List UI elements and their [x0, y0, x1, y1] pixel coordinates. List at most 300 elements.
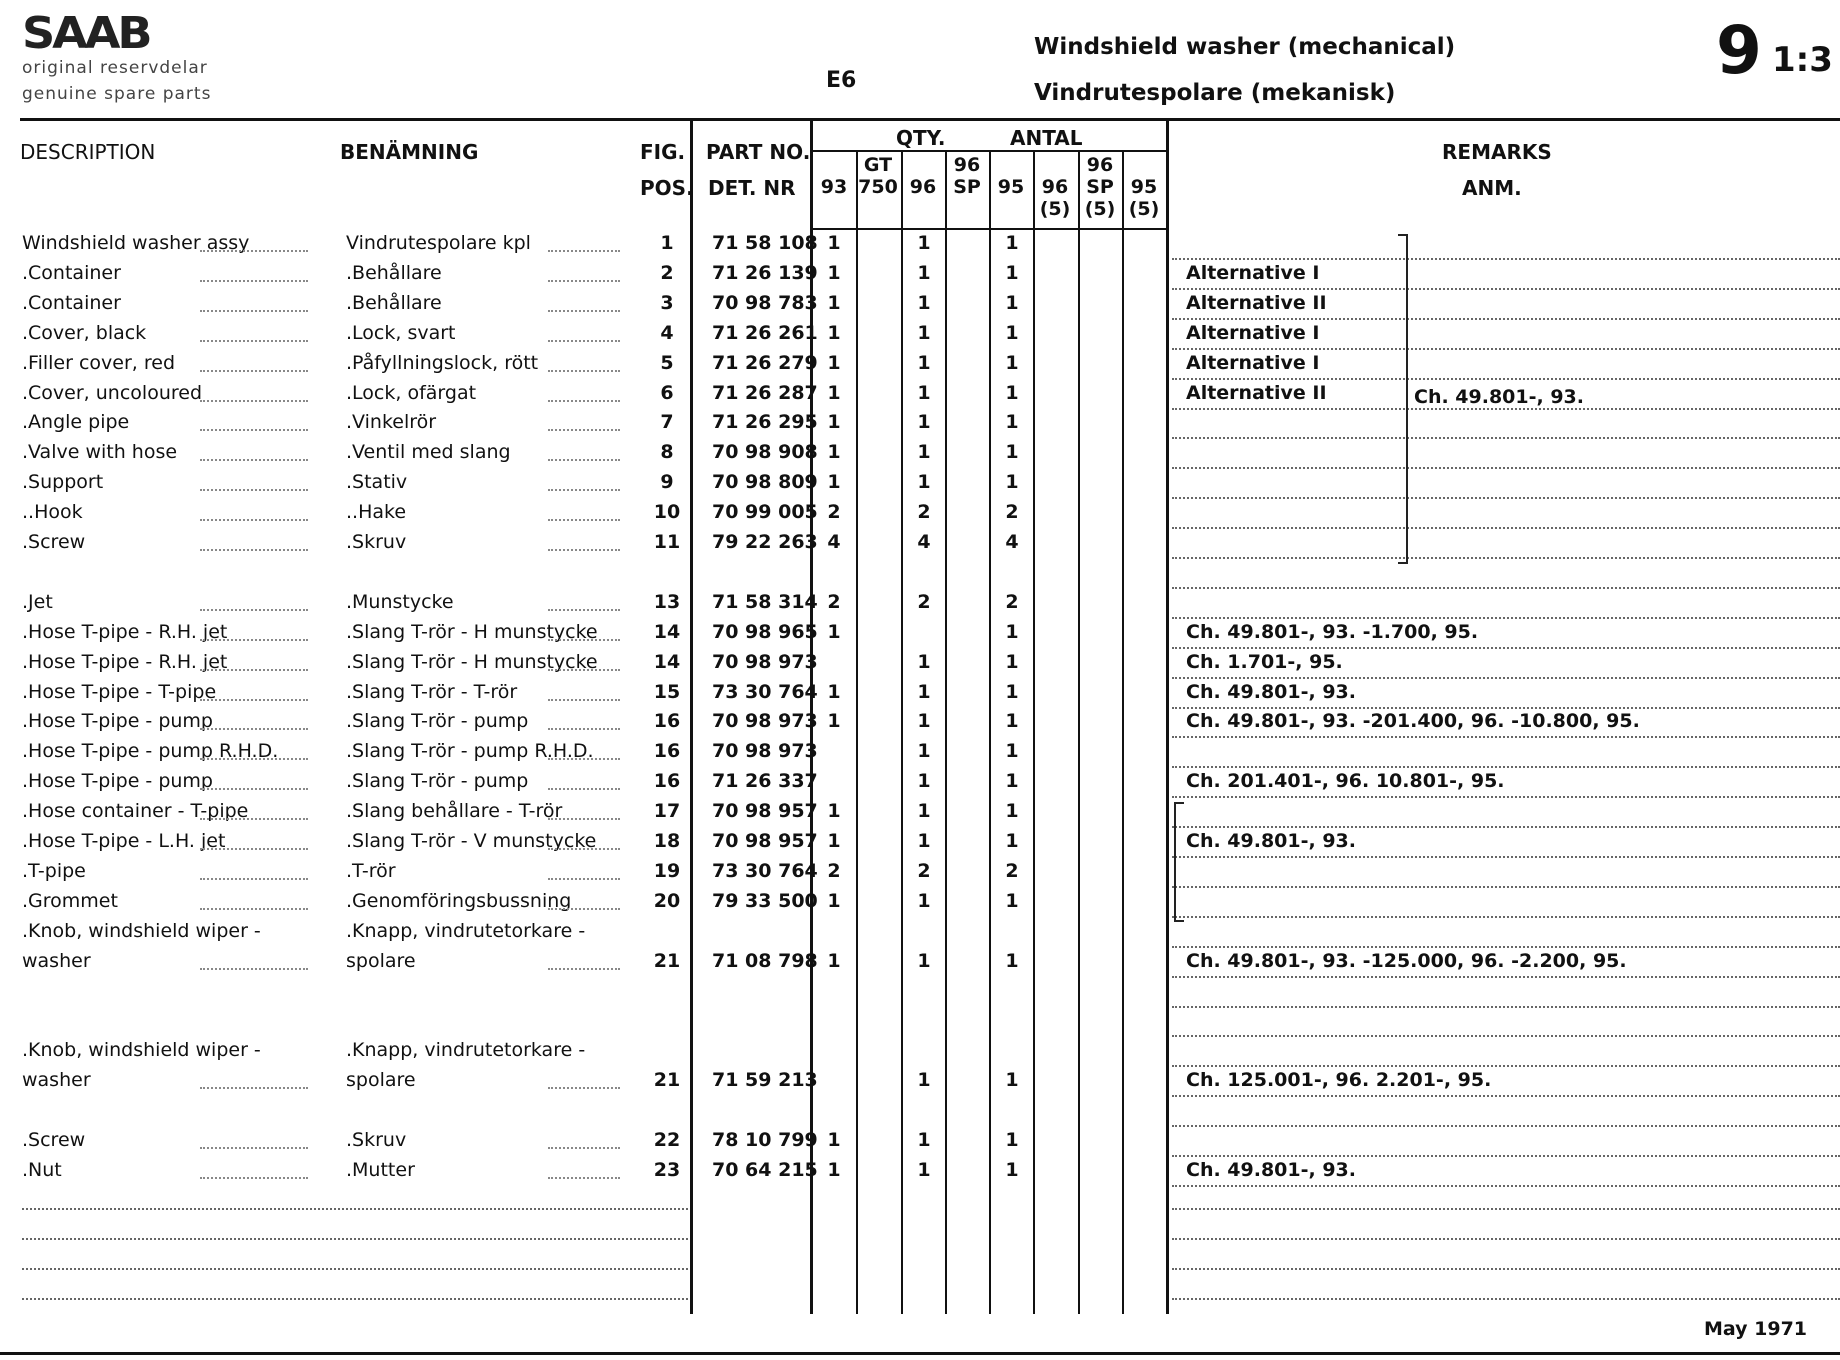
- row-benamning: spolare: [346, 1069, 416, 1091]
- header-pos: POS.: [640, 176, 694, 200]
- saab-logo: SAAB: [22, 8, 150, 59]
- row-remark: Ch. 49.801-, 93. -201.400, 96. -10.800, 95.: [1186, 710, 1640, 732]
- remark-rule: [1172, 437, 1840, 439]
- qty-93: 1: [827, 382, 841, 404]
- row-pos: 10: [653, 501, 681, 523]
- qty-95: 1: [1005, 800, 1019, 822]
- model-header-top: [812, 154, 856, 176]
- leader-dots: [200, 1087, 308, 1089]
- row-benamning: .Munstycke: [346, 591, 454, 613]
- row-description: .Hose T-pipe - pump R.H.D.: [22, 740, 279, 762]
- group-code: E6: [826, 68, 857, 93]
- row-benamning: .T-rör: [346, 860, 396, 882]
- remark-rule: [1172, 736, 1840, 738]
- leader-dots: [548, 968, 620, 970]
- model-header: [1078, 154, 1122, 220]
- qty-95: 1: [1005, 890, 1019, 912]
- row-benamning: .Slang behållare - T-rör: [346, 800, 563, 822]
- qty-93: 1: [827, 232, 841, 254]
- qty-95: 1: [1005, 471, 1019, 493]
- row-remark: Alternative II: [1186, 382, 1327, 404]
- qty-93: 1: [827, 621, 841, 643]
- row-pos: 21: [653, 1069, 681, 1091]
- row-remark: Ch. 49.801-, 93.: [1186, 1159, 1356, 1181]
- leader-dots: [200, 250, 308, 252]
- row-part-number: 73 30 764: [712, 681, 818, 703]
- qty-96: 2: [917, 860, 931, 882]
- title-english: Windshield washer (mechanical): [1034, 34, 1456, 60]
- remark-rule: [1172, 886, 1840, 888]
- qty-95: 1: [1005, 262, 1019, 284]
- qty-93: 2: [827, 501, 841, 523]
- row-benamning: .Slang T-rör - V munstycke: [346, 830, 597, 852]
- row-description: Windshield washer assy: [22, 232, 250, 254]
- leader-dots: [548, 878, 620, 880]
- header-det-nr: DET. NR: [708, 176, 796, 200]
- leader-dots: [200, 519, 308, 521]
- row-remark: Ch. 49.801-, 93.: [1186, 830, 1356, 852]
- row-description: .Hose T-pipe - T-pipe: [22, 681, 217, 703]
- page-subnumber: 1:3: [1772, 40, 1833, 80]
- leader-dots: [200, 908, 308, 910]
- leader-dots: [548, 459, 620, 461]
- model-header-bottom: 96: [1041, 176, 1069, 198]
- model-header-bottom: 750: [858, 176, 898, 198]
- row-part-number: 79 22 263: [712, 531, 818, 553]
- qty-96: 1: [917, 471, 931, 493]
- col-divider-part: [690, 120, 693, 1314]
- model-header-top: [1033, 154, 1077, 176]
- blank-rule: [1172, 1238, 1840, 1240]
- remark-rule: [1172, 1006, 1840, 1008]
- remark-rule: [1172, 497, 1840, 499]
- row-part-number: 70 98 957: [712, 830, 818, 852]
- row-pos: 11: [653, 531, 681, 553]
- title-swedish: Vindrutespolare (mekanisk): [1034, 80, 1396, 106]
- leader-dots: [200, 788, 308, 790]
- brace-remark-alternatives: Ch. 49.801-, 93.: [1414, 386, 1584, 408]
- row-description: .Hose container - T-pipe: [22, 800, 249, 822]
- qty-95: 1: [1005, 232, 1019, 254]
- model-header-sub: [945, 198, 989, 220]
- qty-col-divider: [989, 150, 991, 1314]
- qty-93: 1: [827, 800, 841, 822]
- row-benamning: .Lock, ofärgat: [346, 382, 477, 404]
- leader-dots: [548, 848, 620, 850]
- leader-dots: [200, 699, 308, 701]
- row-remark: Ch. 125.001-, 96. 2.201-, 95.: [1186, 1069, 1492, 1091]
- model-header: [812, 154, 856, 220]
- remark-rule: [1172, 796, 1840, 798]
- row-description: .Support: [22, 471, 104, 493]
- row-part-number: 71 26 337: [712, 770, 818, 792]
- qty-95: 1: [1005, 830, 1019, 852]
- row-description: .Filler cover, red: [22, 352, 176, 374]
- row-benamning: .Behållare: [346, 292, 442, 314]
- row-description: .Screw: [22, 531, 86, 553]
- row-pos: 16: [653, 710, 681, 732]
- model-header-sub: [812, 198, 856, 220]
- row-part-number: 71 26 279: [712, 352, 818, 374]
- remark-rule: [1172, 946, 1840, 948]
- leader-dots: [548, 609, 620, 611]
- row-benamning: .Behållare: [346, 262, 442, 284]
- leader-dots: [200, 818, 308, 820]
- row-benamning: .Slang T-rör - pump R.H.D.: [346, 740, 594, 762]
- qty-95: 1: [1005, 621, 1019, 643]
- leader-dots: [200, 728, 308, 730]
- model-header-top: 96: [953, 154, 981, 176]
- qty-93: 1: [827, 950, 841, 972]
- model-header-sub: (5): [1039, 198, 1071, 220]
- qty-95: 1: [1005, 1159, 1019, 1181]
- qty-93: 1: [827, 292, 841, 314]
- qty-93: 4: [827, 531, 841, 553]
- row-remark: Ch. 49.801-, 93. -1.700, 95.: [1186, 621, 1479, 643]
- row-remark: Alternative I: [1186, 322, 1320, 344]
- header-rule: [20, 118, 1840, 121]
- qty-96: 2: [917, 591, 931, 613]
- remark-rule: [1172, 826, 1840, 828]
- qty-96: 1: [917, 950, 931, 972]
- row-pos: 14: [653, 621, 681, 643]
- row-pos: 23: [653, 1159, 681, 1181]
- leader-dots: [548, 639, 620, 641]
- row-description: .Cover, black: [22, 322, 147, 344]
- model-header-top: 96: [1086, 154, 1114, 176]
- qty-96: 1: [917, 830, 931, 852]
- remark-rule: [1172, 856, 1840, 858]
- row-description: .Cover, uncoloured: [22, 382, 202, 404]
- leader-dots: [200, 340, 308, 342]
- row-part-number: 70 98 783: [712, 292, 818, 314]
- row-part-number: 79 33 500: [712, 890, 818, 912]
- row-remark: Ch. 201.401-, 96. 10.801-, 95.: [1186, 770, 1505, 792]
- qty-95: 1: [1005, 770, 1019, 792]
- row-part-number: 71 26 139: [712, 262, 818, 284]
- blank-rule: [22, 1268, 688, 1270]
- row-benamning: .Mutter: [346, 1159, 415, 1181]
- qty-93: 2: [827, 860, 841, 882]
- model-header-top: GT: [863, 154, 893, 176]
- leader-dots: [200, 459, 308, 461]
- row-description: .Hose T-pipe - L.H. jet: [22, 830, 226, 852]
- model-header-sub: [901, 198, 945, 220]
- leader-dots: [548, 549, 620, 551]
- qty-96: 1: [917, 262, 931, 284]
- row-benamning: .Vinkelrör: [346, 411, 437, 433]
- leader-dots: [200, 609, 308, 611]
- row-description: .Grommet: [22, 890, 118, 912]
- qty-95: 1: [1005, 292, 1019, 314]
- row-pos: 2: [660, 262, 674, 284]
- model-header-sub: (5): [1084, 198, 1116, 220]
- qty-93: 1: [827, 830, 841, 852]
- row-pos: 9: [660, 471, 674, 493]
- qty-95: 1: [1005, 740, 1019, 762]
- row-benamning: spolare: [346, 950, 416, 972]
- leader-dots: [548, 310, 620, 312]
- row-description: .Knob, windshield wiper -: [22, 920, 261, 942]
- row-part-number: 71 26 295: [712, 411, 818, 433]
- row-pos: 1: [660, 232, 674, 254]
- row-pos: 17: [653, 800, 681, 822]
- leader-dots: [548, 489, 620, 491]
- row-remark: Ch. 1.701-, 95.: [1186, 651, 1343, 673]
- qty-93: 2: [827, 591, 841, 613]
- row-benamning: .Slang T-rör - pump: [346, 710, 529, 732]
- row-benamning: .Lock, svart: [346, 322, 456, 344]
- leader-dots: [200, 878, 308, 880]
- remark-rule: [1172, 707, 1840, 709]
- qty-95: 1: [1005, 441, 1019, 463]
- leader-dots: [548, 429, 620, 431]
- row-remark: Ch. 49.801-, 93. -125.000, 96. -2.200, 95.: [1186, 950, 1627, 972]
- row-description: .Hose T-pipe - R.H. jet: [22, 621, 228, 643]
- row-part-number: 71 26 261: [712, 322, 818, 344]
- qty-96: 1: [917, 1129, 931, 1151]
- row-description: .Container: [22, 292, 121, 314]
- row-benamning: .Påfyllningslock, rött: [346, 352, 539, 374]
- qty-col-divider: [856, 150, 858, 1314]
- leader-dots: [200, 310, 308, 312]
- model-header-top: [901, 154, 945, 176]
- remark-rule: [1172, 378, 1840, 380]
- leader-dots: [200, 848, 308, 850]
- remark-rule: [1172, 1185, 1840, 1187]
- model-header: [856, 154, 900, 220]
- row-benamning: .Knapp, vindrutetorkare -: [346, 920, 586, 942]
- leader-dots: [548, 818, 620, 820]
- page-number: 9: [1716, 12, 1762, 89]
- row-description: ..Hook: [22, 501, 83, 523]
- row-benamning: .Ventil med slang: [346, 441, 511, 463]
- footer-date: May 1971: [1704, 1318, 1808, 1340]
- model-header-bottom: 96: [909, 176, 937, 198]
- row-benamning: .Knapp, vindrutetorkare -: [346, 1039, 586, 1061]
- row-part-number: 70 98 965: [712, 621, 818, 643]
- row-pos: 4: [660, 322, 674, 344]
- header-description: DESCRIPTION: [20, 140, 156, 164]
- row-description: .Hose T-pipe - R.H. jet: [22, 651, 228, 673]
- leader-dots: [200, 400, 308, 402]
- header-anm: ANM.: [1462, 176, 1522, 200]
- qty-93: 1: [827, 1129, 841, 1151]
- blank-rule: [1172, 1268, 1840, 1270]
- remark-rule: [1172, 527, 1840, 529]
- remark-rule: [1172, 587, 1840, 589]
- row-remark: Alternative II: [1186, 292, 1327, 314]
- qty-col-divider: [901, 150, 903, 1314]
- qty-96: 1: [917, 382, 931, 404]
- leader-dots: [548, 370, 620, 372]
- row-pos: 14: [653, 651, 681, 673]
- qty-95: 1: [1005, 1069, 1019, 1091]
- remark-rule: [1172, 288, 1840, 290]
- row-description: washer: [22, 1069, 91, 1091]
- remark-rule: [1172, 766, 1840, 768]
- qty-95: 1: [1005, 950, 1019, 972]
- qty-95: 1: [1005, 382, 1019, 404]
- remark-rule: [1172, 1155, 1840, 1157]
- leader-dots: [548, 669, 620, 671]
- row-pos: 16: [653, 770, 681, 792]
- leader-dots: [548, 280, 620, 282]
- qty-95: 1: [1005, 681, 1019, 703]
- row-description: .Screw: [22, 1129, 86, 1151]
- model-header-sub: [989, 198, 1033, 220]
- leader-dots: [200, 549, 308, 551]
- qty-96: 4: [917, 531, 931, 553]
- qty-col-divider: [945, 150, 947, 1314]
- row-remark: Alternative I: [1186, 352, 1320, 374]
- model-header: [1122, 154, 1166, 220]
- blank-rule: [22, 1208, 688, 1210]
- qty-96: 1: [917, 651, 931, 673]
- row-description: .Jet: [22, 591, 53, 613]
- brace-hoses: [1174, 802, 1184, 922]
- remark-rule: [1172, 1035, 1840, 1037]
- qty-95: 2: [1005, 591, 1019, 613]
- leader-dots: [200, 968, 308, 970]
- leader-dots: [548, 250, 620, 252]
- row-description: .Knob, windshield wiper -: [22, 1039, 261, 1061]
- row-part-number: 73 30 764: [712, 860, 818, 882]
- leader-dots: [548, 340, 620, 342]
- row-pos: 5: [660, 352, 674, 374]
- remark-rule: [1172, 408, 1840, 410]
- qty-96: 1: [917, 352, 931, 374]
- row-benamning: .Slang T-rör - H munstycke: [346, 651, 598, 673]
- qty-93: 1: [827, 322, 841, 344]
- row-description: .Valve with hose: [22, 441, 178, 463]
- header-antal: ANTAL: [1010, 126, 1083, 150]
- qty-96: 1: [917, 800, 931, 822]
- row-part-number: 70 98 809: [712, 471, 818, 493]
- row-pos: 6: [660, 382, 674, 404]
- qty-96: 1: [917, 1069, 931, 1091]
- blank-rule: [22, 1298, 688, 1300]
- leader-dots: [548, 758, 620, 760]
- row-description: .Angle pipe: [22, 411, 130, 433]
- remark-rule: [1172, 467, 1840, 469]
- leader-dots: [200, 1177, 308, 1179]
- qty-96: 1: [917, 740, 931, 762]
- qty-93: 1: [827, 411, 841, 433]
- remark-rule: [1172, 677, 1840, 679]
- brand-subtitle-sv: original reservdelar: [22, 58, 208, 78]
- qty-96: 1: [917, 710, 931, 732]
- remark-rule: [1172, 318, 1840, 320]
- leader-dots: [548, 1147, 620, 1149]
- row-part-number: 78 10 799: [712, 1129, 818, 1151]
- remark-rule: [1172, 617, 1840, 619]
- model-header: [989, 154, 1033, 220]
- bottom-rule: [0, 1352, 1840, 1355]
- row-pos: 13: [653, 591, 681, 613]
- qty-93: 1: [827, 441, 841, 463]
- remark-rule: [1172, 1125, 1840, 1127]
- row-benamning: .Skruv: [346, 531, 407, 553]
- remark-rule: [1172, 557, 1840, 559]
- row-benamning: .Stativ: [346, 471, 408, 493]
- row-benamning: .Skruv: [346, 1129, 407, 1151]
- qty-96: 1: [917, 770, 931, 792]
- leader-dots: [200, 370, 308, 372]
- row-part-number: 70 98 973: [712, 740, 818, 762]
- qty-93: 1: [827, 890, 841, 912]
- row-remark: Alternative I: [1186, 262, 1320, 284]
- row-pos: 19: [653, 860, 681, 882]
- qty-93: 1: [827, 681, 841, 703]
- qty-93: 1: [827, 352, 841, 374]
- row-part-number: 70 98 908: [712, 441, 818, 463]
- model-header-bottom: SP: [953, 176, 981, 198]
- model-header: [945, 154, 989, 220]
- row-pos: 22: [653, 1129, 681, 1151]
- remark-rule: [1172, 1095, 1840, 1097]
- remark-rule: [1172, 1065, 1840, 1067]
- qty-col-divider: [1078, 150, 1080, 1314]
- header-part-no: PART NO.: [706, 140, 811, 164]
- qty-95: 1: [1005, 322, 1019, 344]
- brace-alternatives: [1398, 234, 1408, 564]
- leader-dots: [200, 639, 308, 641]
- leader-dots: [200, 429, 308, 431]
- qty-96: 1: [917, 441, 931, 463]
- qty-96: 1: [917, 1159, 931, 1181]
- row-part-number: 70 98 973: [712, 710, 818, 732]
- row-description: .T-pipe: [22, 860, 86, 882]
- leader-dots: [548, 1087, 620, 1089]
- qty-93: 1: [827, 471, 841, 493]
- qty-95: 1: [1005, 1129, 1019, 1151]
- remark-rule: [1172, 976, 1840, 978]
- model-header: [901, 154, 945, 220]
- qty-95: 1: [1005, 710, 1019, 732]
- row-pos: 7: [660, 411, 674, 433]
- leader-dots: [200, 1147, 308, 1149]
- row-benamning: .Slang T-rör - H munstycke: [346, 621, 598, 643]
- row-benamning: .Slang T-rör - pump: [346, 770, 529, 792]
- qty-col-divider: [1033, 150, 1035, 1314]
- model-header-top: [989, 154, 1033, 176]
- model-header-sub: (5): [1128, 198, 1160, 220]
- qty-93: 1: [827, 262, 841, 284]
- model-header: [1033, 154, 1077, 220]
- qty-96: 1: [917, 890, 931, 912]
- model-header-top: [1122, 154, 1166, 176]
- row-pos: 16: [653, 740, 681, 762]
- header-qty: QTY.: [896, 126, 946, 150]
- col-divider-remarks: [1166, 120, 1169, 1314]
- leader-dots: [548, 728, 620, 730]
- leader-dots: [200, 489, 308, 491]
- row-pos: 15: [653, 681, 681, 703]
- qty-95: 2: [1005, 860, 1019, 882]
- row-benamning: .Genomföringsbussning: [346, 890, 572, 912]
- row-benamning: ..Hake: [346, 501, 407, 523]
- row-benamning: .Slang T-rör - T-rör: [346, 681, 518, 703]
- blank-rule: [1172, 1208, 1840, 1210]
- qty-96: 1: [917, 232, 931, 254]
- row-part-number: 71 58 314: [712, 591, 818, 613]
- header-remarks: REMARKS: [1442, 140, 1552, 164]
- row-part-number: 71 58 108: [712, 232, 818, 254]
- row-description: .Hose T-pipe - pump: [22, 770, 213, 792]
- model-header-bottom: 93: [820, 176, 848, 198]
- qty-95: 1: [1005, 651, 1019, 673]
